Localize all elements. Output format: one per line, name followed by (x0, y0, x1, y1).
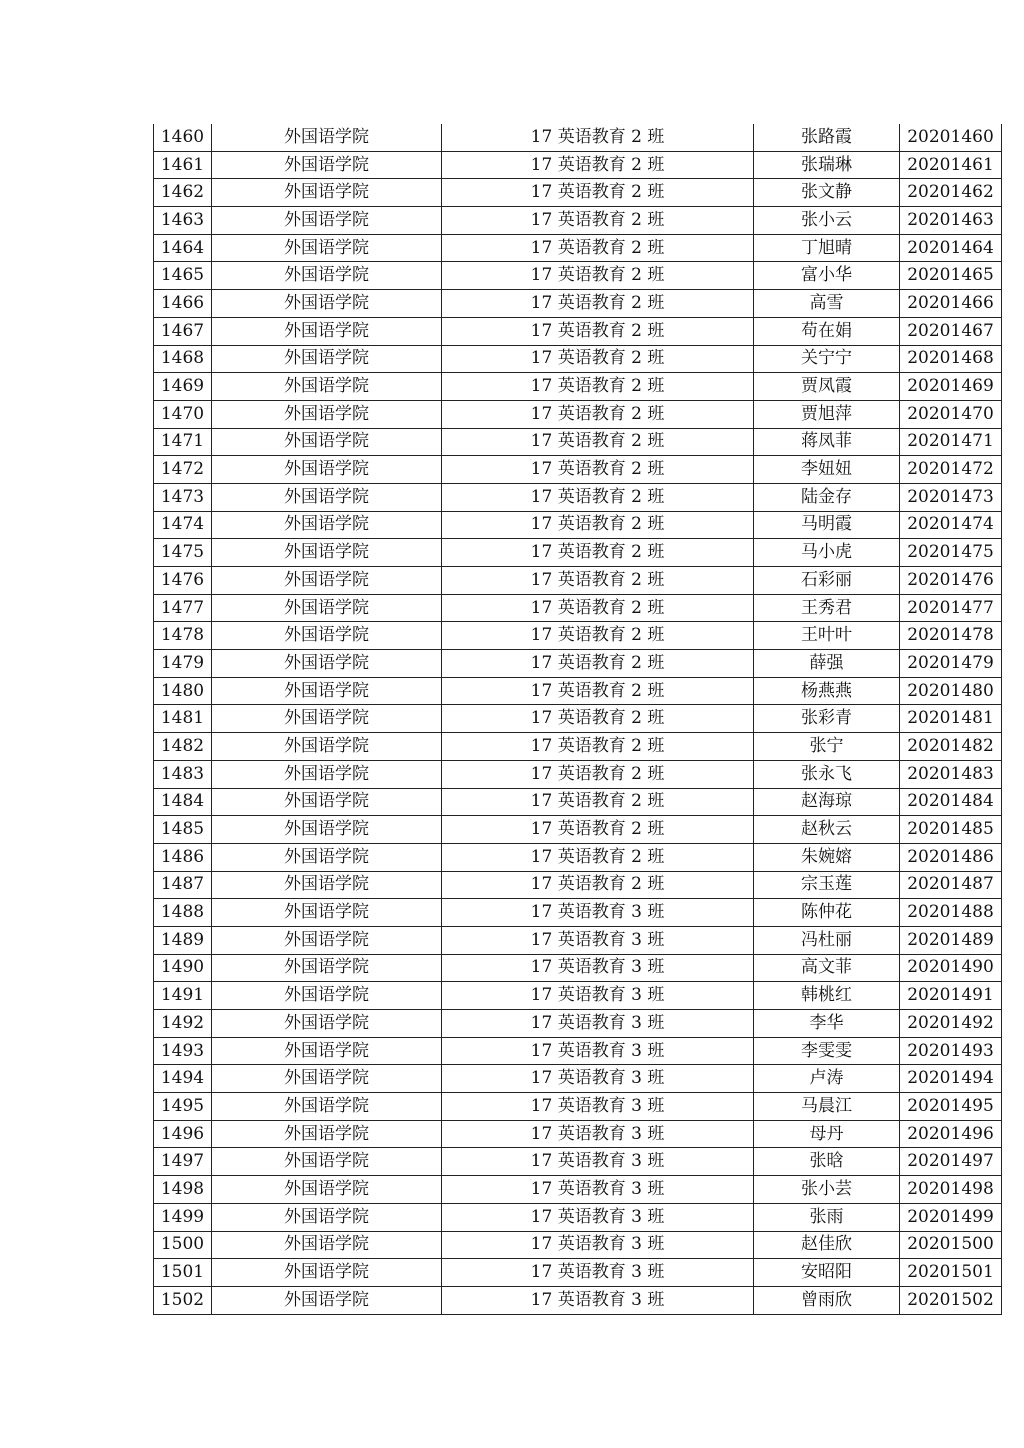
row-number-cell: 1477 (154, 594, 212, 622)
college-cell: 外国语学院 (212, 899, 442, 927)
row-number-cell: 1473 (154, 483, 212, 511)
table-row (154, 1203, 1002, 1231)
student-name-cell: 石彩丽 (754, 567, 900, 595)
college-cell: 外国语学院 (212, 594, 442, 622)
college-cell: 外国语学院 (212, 954, 442, 982)
student-id-cell: 20201469 (900, 373, 1002, 401)
class-cell: 17 英语教育 3 班 (442, 1203, 754, 1231)
student-name-cell: 苟在娟 (754, 317, 900, 345)
row-number-cell: 1490 (154, 954, 212, 982)
row-number-cell: 1500 (154, 1231, 212, 1259)
student-name-cell: 高雪 (754, 290, 900, 318)
student-id-cell: 20201473 (900, 483, 1002, 511)
table-row (154, 207, 1002, 235)
student-id-cell: 20201488 (900, 899, 1002, 927)
student-name-cell: 马小虎 (754, 539, 900, 567)
student-id-cell: 20201467 (900, 317, 1002, 345)
class-cell: 17 英语教育 3 班 (442, 1093, 754, 1121)
student-id-cell: 20201484 (900, 788, 1002, 816)
college-cell: 外国语学院 (212, 733, 442, 761)
student-id-cell: 20201490 (900, 954, 1002, 982)
college-cell: 外国语学院 (212, 650, 442, 678)
class-cell: 17 英语教育 2 班 (442, 373, 754, 401)
table-row (154, 179, 1002, 207)
row-number-cell: 1491 (154, 982, 212, 1010)
student-id-cell: 20201483 (900, 760, 1002, 788)
table-row (154, 1010, 1002, 1038)
row-number-cell: 1484 (154, 788, 212, 816)
college-cell: 外国语学院 (212, 926, 442, 954)
table-row (154, 760, 1002, 788)
student-name-cell: 张小云 (754, 207, 900, 235)
class-cell: 17 英语教育 2 班 (442, 290, 754, 318)
college-cell: 外国语学院 (212, 456, 442, 484)
class-cell: 17 英语教育 2 班 (442, 567, 754, 595)
table-row (154, 428, 1002, 456)
student-name-cell: 赵海琼 (754, 788, 900, 816)
row-number-cell: 1480 (154, 677, 212, 705)
class-cell: 17 英语教育 2 班 (442, 511, 754, 539)
table-row (154, 539, 1002, 567)
college-cell: 外国语学院 (212, 1176, 442, 1204)
class-cell: 17 英语教育 3 班 (442, 1231, 754, 1259)
student-id-cell: 20201495 (900, 1093, 1002, 1121)
class-cell: 17 英语教育 2 班 (442, 650, 754, 678)
class-cell: 17 英语教育 2 班 (442, 317, 754, 345)
table-row (154, 871, 1002, 899)
student-name-cell: 张文静 (754, 179, 900, 207)
table-row (154, 262, 1002, 290)
student-id-cell: 20201500 (900, 1231, 1002, 1259)
student-id-cell: 20201471 (900, 428, 1002, 456)
table-row (154, 788, 1002, 816)
student-name-cell: 张彩青 (754, 705, 900, 733)
student-name-cell: 朱婉嫆 (754, 843, 900, 871)
table-row (154, 982, 1002, 1010)
table-row (154, 733, 1002, 761)
college-cell: 外国语学院 (212, 179, 442, 207)
class-cell: 17 英语教育 2 班 (442, 456, 754, 484)
student-name-cell: 卢涛 (754, 1065, 900, 1093)
student-id-cell: 20201502 (900, 1286, 1002, 1314)
college-cell: 外国语学院 (212, 428, 442, 456)
college-cell: 外国语学院 (212, 760, 442, 788)
class-cell: 17 英语教育 2 班 (442, 760, 754, 788)
class-cell: 17 英语教育 3 班 (442, 1037, 754, 1065)
table-row (154, 373, 1002, 401)
student-id-cell: 20201468 (900, 345, 1002, 373)
table-row (154, 511, 1002, 539)
student-id-cell: 20201497 (900, 1148, 1002, 1176)
row-number-cell: 1497 (154, 1148, 212, 1176)
college-cell: 外国语学院 (212, 1065, 442, 1093)
college-cell: 外国语学院 (212, 982, 442, 1010)
student-name-cell: 曾雨欣 (754, 1286, 900, 1314)
class-cell: 17 英语教育 2 班 (442, 843, 754, 871)
college-cell: 外国语学院 (212, 1037, 442, 1065)
college-cell: 外国语学院 (212, 400, 442, 428)
class-cell: 17 英语教育 3 班 (442, 982, 754, 1010)
row-number-cell: 1494 (154, 1065, 212, 1093)
student-id-cell: 20201494 (900, 1065, 1002, 1093)
class-cell: 17 英语教育 2 班 (442, 483, 754, 511)
student-name-cell: 李华 (754, 1010, 900, 1038)
row-number-cell: 1495 (154, 1093, 212, 1121)
student-name-cell: 马晨江 (754, 1093, 900, 1121)
student-name-cell: 赵秋云 (754, 816, 900, 844)
student-id-cell: 20201493 (900, 1037, 1002, 1065)
row-number-cell: 1468 (154, 345, 212, 373)
table-row (154, 400, 1002, 428)
table-row (154, 234, 1002, 262)
college-cell: 外国语学院 (212, 871, 442, 899)
class-cell: 17 英语教育 2 班 (442, 816, 754, 844)
college-cell: 外国语学院 (212, 511, 442, 539)
college-cell: 外国语学院 (212, 567, 442, 595)
row-number-cell: 1487 (154, 871, 212, 899)
college-cell: 外国语学院 (212, 234, 442, 262)
student-id-cell: 20201487 (900, 871, 1002, 899)
student-id-cell: 20201498 (900, 1176, 1002, 1204)
student-name-cell: 王秀君 (754, 594, 900, 622)
student-id-cell: 20201460 (900, 124, 1002, 151)
row-number-cell: 1499 (154, 1203, 212, 1231)
student-name-cell: 张永飞 (754, 760, 900, 788)
college-cell: 外国语学院 (212, 1203, 442, 1231)
class-cell: 17 英语教育 2 班 (442, 428, 754, 456)
student-id-cell: 20201461 (900, 151, 1002, 179)
student-id-cell: 20201464 (900, 234, 1002, 262)
row-number-cell: 1463 (154, 207, 212, 235)
class-cell: 17 英语教育 3 班 (442, 1286, 754, 1314)
row-number-cell: 1481 (154, 705, 212, 733)
college-cell: 外国语学院 (212, 705, 442, 733)
college-cell: 外国语学院 (212, 207, 442, 235)
table-row (154, 1286, 1002, 1314)
row-number-cell: 1465 (154, 262, 212, 290)
class-cell: 17 英语教育 2 班 (442, 539, 754, 567)
row-number-cell: 1474 (154, 511, 212, 539)
row-number-cell: 1462 (154, 179, 212, 207)
table-row (154, 483, 1002, 511)
student-id-cell: 20201465 (900, 262, 1002, 290)
student-id-cell: 20201491 (900, 982, 1002, 1010)
class-cell: 17 英语教育 3 班 (442, 954, 754, 982)
student-name-cell: 张雨 (754, 1203, 900, 1231)
student-id-cell: 20201474 (900, 511, 1002, 539)
student-name-cell: 冯杜丽 (754, 926, 900, 954)
table-row (154, 1176, 1002, 1204)
row-number-cell: 1469 (154, 373, 212, 401)
student-id-cell: 20201481 (900, 705, 1002, 733)
table-row (154, 317, 1002, 345)
table-row (154, 1148, 1002, 1176)
class-cell: 17 英语教育 3 班 (442, 926, 754, 954)
student-id-cell: 20201466 (900, 290, 1002, 318)
college-cell: 外国语学院 (212, 1231, 442, 1259)
student-id-cell: 20201501 (900, 1259, 1002, 1287)
class-cell: 17 英语教育 2 班 (442, 400, 754, 428)
student-id-cell: 20201477 (900, 594, 1002, 622)
student-name-cell: 贾凤霞 (754, 373, 900, 401)
student-name-cell: 韩桃红 (754, 982, 900, 1010)
table-row (154, 650, 1002, 678)
row-number-cell: 1478 (154, 622, 212, 650)
class-cell: 17 英语教育 2 班 (442, 871, 754, 899)
table-row (154, 290, 1002, 318)
class-cell: 17 英语教育 2 班 (442, 179, 754, 207)
student-name-cell: 张瑞琳 (754, 151, 900, 179)
student-id-cell: 20201482 (900, 733, 1002, 761)
class-cell: 17 英语教育 3 班 (442, 1065, 754, 1093)
table-row (154, 677, 1002, 705)
row-number-cell: 1461 (154, 151, 212, 179)
table-row (154, 594, 1002, 622)
row-number-cell: 1464 (154, 234, 212, 262)
class-cell: 17 英语教育 3 班 (442, 1120, 754, 1148)
student-name-cell: 蒋凤菲 (754, 428, 900, 456)
row-number-cell: 1482 (154, 733, 212, 761)
table-row (154, 954, 1002, 982)
college-cell: 外国语学院 (212, 1010, 442, 1038)
student-id-cell: 20201472 (900, 456, 1002, 484)
class-cell: 17 英语教育 3 班 (442, 1010, 754, 1038)
table-row (154, 843, 1002, 871)
student-name-cell: 母丹 (754, 1120, 900, 1148)
student-name-cell: 陆金存 (754, 483, 900, 511)
college-cell: 外国语学院 (212, 1148, 442, 1176)
class-cell: 17 英语教育 3 班 (442, 1259, 754, 1287)
student-id-cell: 20201489 (900, 926, 1002, 954)
college-cell: 外国语学院 (212, 1093, 442, 1121)
student-name-cell: 高文菲 (754, 954, 900, 982)
table-row (154, 1093, 1002, 1121)
table-row (154, 1065, 1002, 1093)
table-row (154, 1037, 1002, 1065)
row-number-cell: 1472 (154, 456, 212, 484)
student-id-cell: 20201496 (900, 1120, 1002, 1148)
table-row (154, 567, 1002, 595)
student-name-cell: 张宁 (754, 733, 900, 761)
row-number-cell: 1476 (154, 567, 212, 595)
row-number-cell: 1471 (154, 428, 212, 456)
college-cell: 外国语学院 (212, 483, 442, 511)
student-name-cell: 王叶叶 (754, 622, 900, 650)
student-name-cell: 杨燕燕 (754, 677, 900, 705)
row-number-cell: 1502 (154, 1286, 212, 1314)
college-cell: 外国语学院 (212, 124, 442, 151)
row-number-cell: 1483 (154, 760, 212, 788)
college-cell: 外国语学院 (212, 290, 442, 318)
class-cell: 17 英语教育 2 班 (442, 262, 754, 290)
student-name-cell: 薛强 (754, 650, 900, 678)
student-id-cell: 20201462 (900, 179, 1002, 207)
row-number-cell: 1493 (154, 1037, 212, 1065)
student-name-cell: 安昭阳 (754, 1259, 900, 1287)
row-number-cell: 1467 (154, 317, 212, 345)
college-cell: 外国语学院 (212, 151, 442, 179)
class-cell: 17 英语教育 2 班 (442, 677, 754, 705)
student-name-cell: 陈仲花 (754, 899, 900, 927)
college-cell: 外国语学院 (212, 262, 442, 290)
table-row (154, 151, 1002, 179)
table-row (154, 456, 1002, 484)
class-cell: 17 英语教育 3 班 (442, 1148, 754, 1176)
table-row (154, 1120, 1002, 1148)
row-number-cell: 1460 (154, 124, 212, 151)
class-cell: 17 英语教育 2 班 (442, 622, 754, 650)
student-id-cell: 20201480 (900, 677, 1002, 705)
class-cell: 17 英语教育 3 班 (442, 899, 754, 927)
college-cell: 外国语学院 (212, 677, 442, 705)
row-number-cell: 1501 (154, 1259, 212, 1287)
class-cell: 17 英语教育 2 班 (442, 788, 754, 816)
student-id-cell: 20201485 (900, 816, 1002, 844)
student-roster-table (153, 124, 1002, 1315)
college-cell: 外国语学院 (212, 622, 442, 650)
row-number-cell: 1498 (154, 1176, 212, 1204)
student-id-cell: 20201486 (900, 843, 1002, 871)
college-cell: 外国语学院 (212, 816, 442, 844)
row-number-cell: 1492 (154, 1010, 212, 1038)
row-number-cell: 1470 (154, 400, 212, 428)
class-cell: 17 英语教育 2 班 (442, 594, 754, 622)
student-id-cell: 20201479 (900, 650, 1002, 678)
class-cell: 17 英语教育 2 班 (442, 124, 754, 151)
table-row (154, 1259, 1002, 1287)
class-cell: 17 英语教育 2 班 (442, 345, 754, 373)
row-number-cell: 1496 (154, 1120, 212, 1148)
college-cell: 外国语学院 (212, 317, 442, 345)
student-name-cell: 李妞妞 (754, 456, 900, 484)
row-number-cell: 1486 (154, 843, 212, 871)
table-row (154, 345, 1002, 373)
table-row (154, 899, 1002, 927)
class-cell: 17 英语教育 2 班 (442, 151, 754, 179)
student-roster-body (154, 124, 1002, 1314)
student-name-cell: 富小华 (754, 262, 900, 290)
student-id-cell: 20201478 (900, 622, 1002, 650)
student-name-cell: 贾旭萍 (754, 400, 900, 428)
student-id-cell: 20201476 (900, 567, 1002, 595)
class-cell: 17 英语教育 2 班 (442, 705, 754, 733)
table-row (154, 124, 1002, 151)
student-name-cell: 张路霞 (754, 124, 900, 151)
student-id-cell: 20201463 (900, 207, 1002, 235)
college-cell: 外国语学院 (212, 345, 442, 373)
class-cell: 17 英语教育 2 班 (442, 733, 754, 761)
table-row (154, 1231, 1002, 1259)
college-cell: 外国语学院 (212, 373, 442, 401)
table-row (154, 705, 1002, 733)
class-cell: 17 英语教育 3 班 (442, 1176, 754, 1204)
college-cell: 外国语学院 (212, 539, 442, 567)
student-name-cell: 关宁宁 (754, 345, 900, 373)
college-cell: 外国语学院 (212, 788, 442, 816)
student-name-cell: 马明霞 (754, 511, 900, 539)
table-row (154, 926, 1002, 954)
student-name-cell: 张小芸 (754, 1176, 900, 1204)
student-id-cell: 20201475 (900, 539, 1002, 567)
college-cell: 外国语学院 (212, 843, 442, 871)
college-cell: 外国语学院 (212, 1120, 442, 1148)
class-cell: 17 英语教育 2 班 (442, 207, 754, 235)
row-number-cell: 1479 (154, 650, 212, 678)
row-number-cell: 1475 (154, 539, 212, 567)
row-number-cell: 1485 (154, 816, 212, 844)
row-number-cell: 1488 (154, 899, 212, 927)
student-name-cell: 丁旭晴 (754, 234, 900, 262)
class-cell: 17 英语教育 2 班 (442, 234, 754, 262)
student-id-cell: 20201470 (900, 400, 1002, 428)
row-number-cell: 1466 (154, 290, 212, 318)
college-cell: 外国语学院 (212, 1259, 442, 1287)
student-name-cell: 李雯雯 (754, 1037, 900, 1065)
table-row (154, 622, 1002, 650)
student-id-cell: 20201499 (900, 1203, 1002, 1231)
student-name-cell: 赵佳欣 (754, 1231, 900, 1259)
student-name-cell: 张晗 (754, 1148, 900, 1176)
college-cell: 外国语学院 (212, 1286, 442, 1314)
row-number-cell: 1489 (154, 926, 212, 954)
student-id-cell: 20201492 (900, 1010, 1002, 1038)
student-name-cell: 宗玉莲 (754, 871, 900, 899)
table-row (154, 816, 1002, 844)
